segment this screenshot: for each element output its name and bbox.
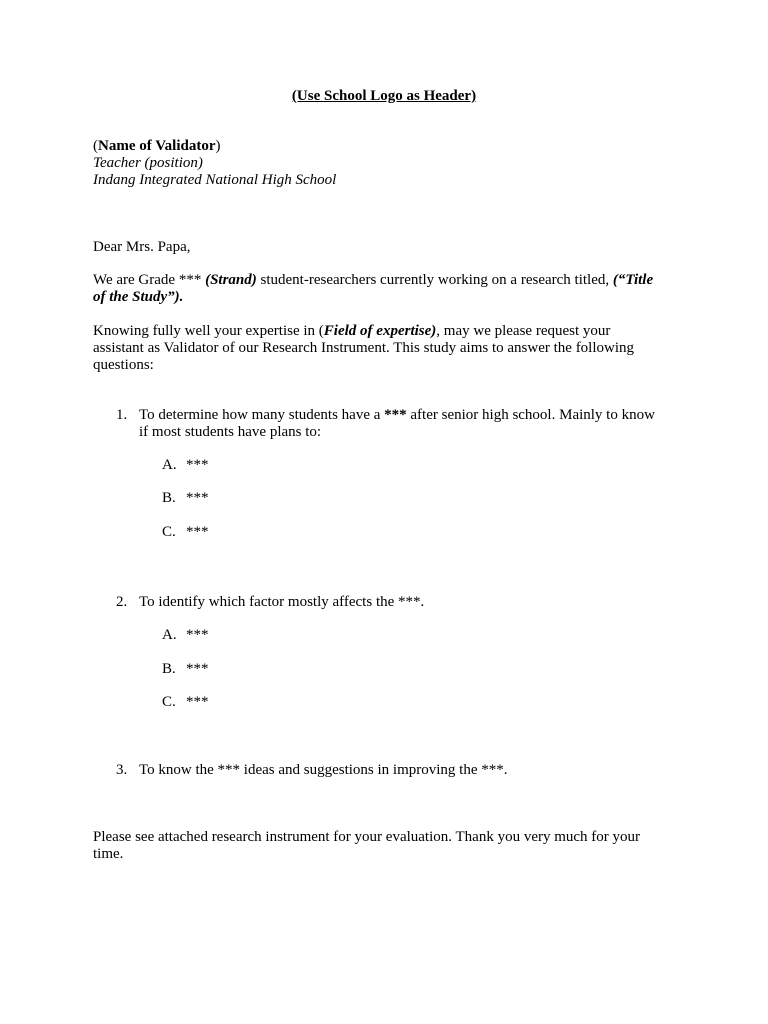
validator-position: Teacher (position) — [93, 155, 203, 171]
q1-option-b-text: *** — [186, 490, 209, 506]
q2-option-a-letter: A. — [162, 627, 177, 643]
q1-option-c-text: *** — [186, 524, 209, 540]
intro-text-2: student-researchers currently working on a research titled, — [256, 272, 613, 288]
request-field: Field of expertise) — [323, 323, 437, 339]
q1-option-c-letter: C. — [162, 524, 176, 540]
q1-option-a-text: *** — [186, 457, 209, 473]
q2-text: To identify which factor mostly affects the ***. — [139, 594, 425, 610]
q2-option-b-text: *** — [186, 661, 209, 677]
header-placeholder: (Use School Logo as Header) — [291, 88, 477, 104]
q1-line-1 — [139, 407, 655, 424]
q2-option-a-text: *** — [186, 627, 209, 643]
request-text-2: , may we please request your — [436, 323, 611, 339]
validator-close-paren: ) — [215, 138, 221, 154]
q2-option-b-letter: B. — [162, 661, 176, 677]
validator-school: Indang Integrated National High School — [93, 172, 337, 188]
closing-line-2: time. — [93, 846, 124, 862]
validator-name-line — [93, 138, 221, 155]
q1-option-a-letter: A. — [162, 457, 177, 473]
intro-line-1 — [93, 272, 653, 289]
q1-line-2: if most students have plans to: — [139, 424, 322, 440]
validator-open-paren: ( — [93, 138, 98, 154]
intro-strand: (Strand) — [205, 272, 257, 288]
q2-number: 2. — [116, 594, 128, 610]
q1-number: 1. — [116, 407, 128, 423]
intro-text-1: We are Grade *** — [93, 272, 206, 288]
request-line-1 — [93, 323, 610, 340]
intro-title-end: of the Study”). — [93, 289, 184, 305]
request-text-1: Knowing fully well your expertise in ( — [93, 323, 324, 339]
closing-line-1: Please see attached research instrument for your evaluation. Thank you very much for your — [93, 829, 641, 845]
intro-title-start: (“Title — [612, 272, 654, 288]
q2-option-c-letter: C. — [162, 694, 176, 710]
request-line-3: questions: — [93, 357, 154, 373]
q1-text-1: To determine how many students have a — [139, 407, 385, 423]
request-line-2: assistant as Validator of our Research Instrument. This study aims to answer the following — [93, 340, 635, 356]
q1-stars: *** — [384, 407, 407, 423]
validator-name: Name of Validator — [98, 138, 216, 154]
q2-option-c-text: *** — [186, 694, 209, 710]
q1-option-b-letter: B. — [162, 490, 176, 506]
q3-text: To know the *** ideas and suggestions in improving the ***. — [139, 762, 508, 778]
salutation: Dear Mrs. Papa, — [93, 239, 191, 255]
q3-number: 3. — [116, 762, 128, 778]
q1-text-2: after senior high school. Mainly to know — [406, 407, 655, 423]
